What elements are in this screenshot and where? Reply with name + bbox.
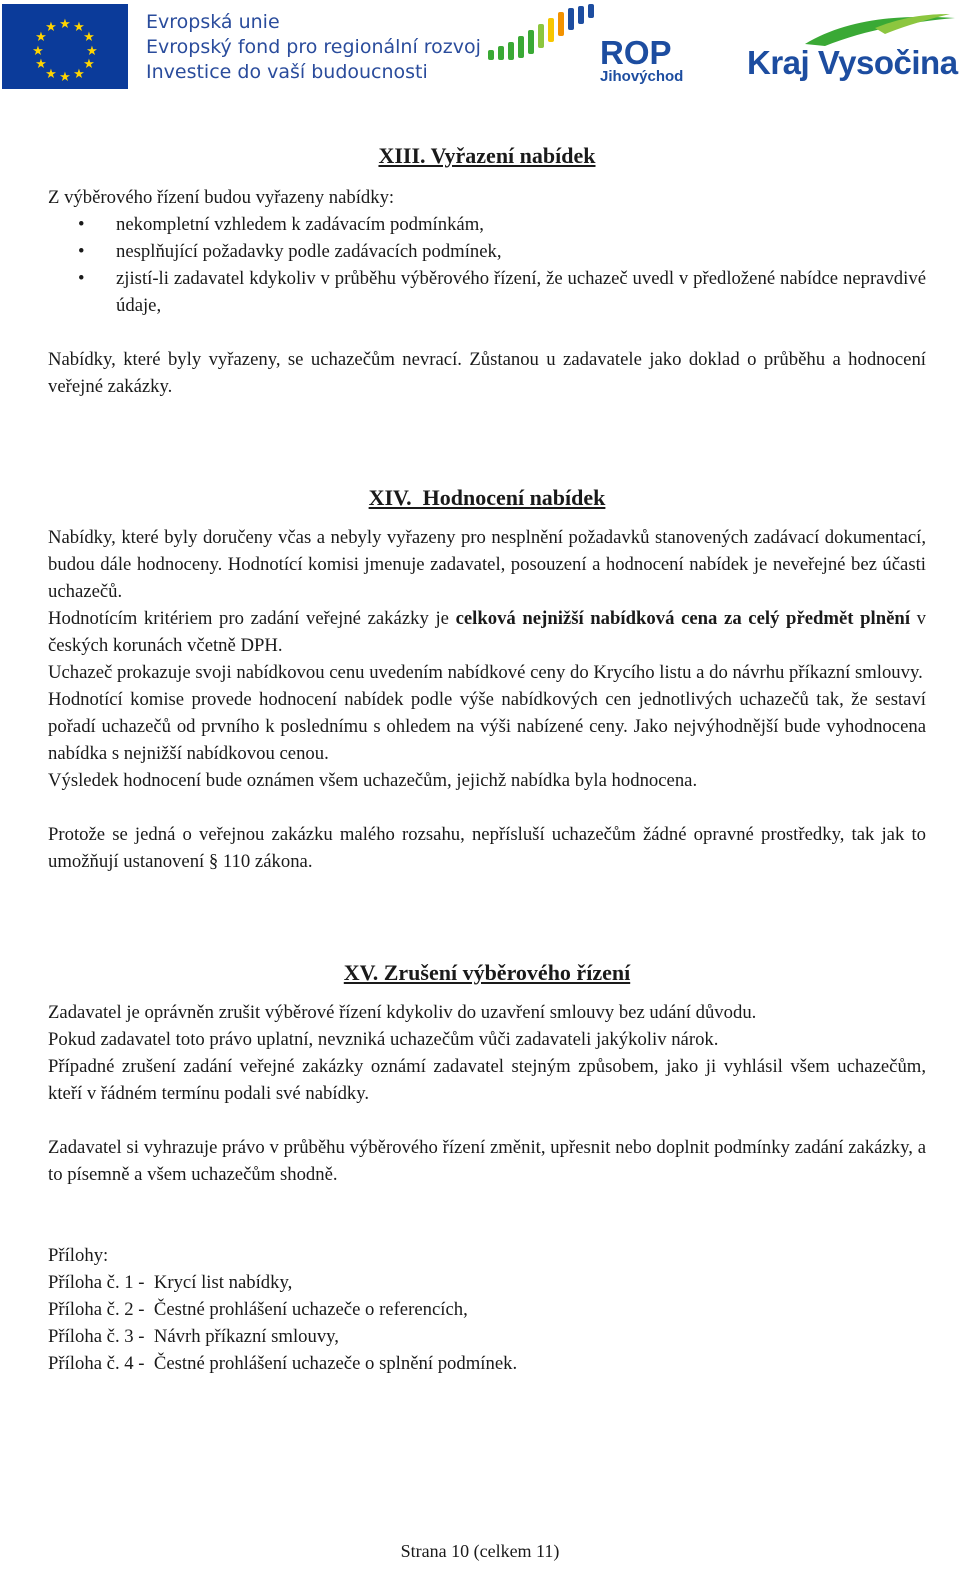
bullet-icon: • <box>78 241 85 262</box>
eu-text-logo <box>146 10 481 85</box>
rop-subtitle: Jihovýchod <box>600 68 684 85</box>
svg-text:★: ★ <box>83 57 95 72</box>
rop-logo <box>480 2 695 92</box>
list-item: • nesplňující požadavky podle zadávacích podmínek, <box>48 238 926 265</box>
svg-text:★: ★ <box>32 44 44 59</box>
section-14-paragraph-4: Hodnotící komise provede hodnocení nabídek podle výše nabídkových cen jednotlivých uchazečů tak, že sestaví pořadí uchazečů od prvního k poslednímu s ohledem na výši nabízené ceny. Jako nejvýhodnější bude vyhodnocena nabídka s nejnižší nabídkovou cenou. <box>48 689 926 764</box>
attachments-heading: Přílohy: <box>48 1245 109 1266</box>
svg-text:★: ★ <box>45 20 57 35</box>
section-15-paragraph-3: Případné zrušení zadání veřejné zakázky oznámí zadavatel stejným způsobem, jako ji vyhlásil všem uchazečům, kteří v řádném termínu podali své nabídky. <box>48 1056 926 1104</box>
section-13-paragraph: Nabídky, které byly vyřazeny, se uchazečům nevrací. Zůstanou u zadavatele jako doklad o průběhu a hodnocení veřejné zakázky. <box>48 349 926 397</box>
attachment-item: Příloha č. 3 - Návrh příkazní smlouvy, <box>48 1326 339 1347</box>
svg-text:★: ★ <box>35 57 47 72</box>
eu-line-2: Evropský fond pro regionální rozvoj <box>146 36 481 58</box>
section-14-paragraph-5: Výsledek hodnocení bude oznámen všem uchazečům, jejichž nabídka byla hodnocena. <box>48 770 698 791</box>
eu-line-1: Evropská unie <box>146 11 280 33</box>
exclusion-list <box>48 211 926 319</box>
section-14-paragraph-1: Nabídky, které byly doručeny včas a nebyly vyřazeny pro nesplnění požadavků stanovených zadávací dokumentací, budou dále hodnoceny. Hodnotící komisi jmenuje zadavatel, posouzení a hodnocení nabídek je neveřejné bez účasti uchazečů. <box>48 527 926 602</box>
eu-flag-logo <box>2 4 128 89</box>
list-item: • zjistí-li zadavatel kdykoliv v průběhu výběrového řízení, že uchazeč uvedl v předložené nabídce nepravdivé údaje, <box>48 265 926 319</box>
page-footer: Strana 10 (celkem 11) <box>400 1541 560 1561</box>
bullet-icon: • <box>78 268 85 289</box>
document-body <box>48 140 926 1377</box>
svg-text:★: ★ <box>86 44 98 59</box>
rop-title: ROP <box>600 34 672 71</box>
eu-line-3: Investice do vaší budoucnosti <box>146 61 428 83</box>
attachment-item: Příloha č. 4 - Čestné prohlášení uchazeče o splnění podmínek. <box>48 1353 518 1374</box>
svg-text:★: ★ <box>73 20 85 35</box>
bullet-icon: • <box>78 214 85 235</box>
attachment-item: Příloha č. 2 - Čestné prohlášení uchazeče o referencích, <box>48 1299 468 1320</box>
section-14-paragraph-2: Hodnotícím kritériem pro zadání veřejné zakázky je celková nejnižší nabídková cena za celý předmět plnění v českých korunách včetně DPH. <box>48 608 926 656</box>
section-15-paragraph-2: Pokud zadavatel toto právo uplatní, nevzniká uchazečům vůči zadavateli jakýkoliv nárok. <box>48 1029 719 1050</box>
svg-text:★: ★ <box>45 67 57 82</box>
svg-text:★: ★ <box>59 17 71 32</box>
section-14-paragraph-6: Protože se jedná o veřejnou zakázku malého rozsahu, nepřísluší uchazečům žádné opravné prostředky, tak jak to umožňují ustanovení § 110 zákona. <box>48 824 926 872</box>
attachment-item: Příloha č. 1 - Krycí list nabídky, <box>48 1272 293 1293</box>
section-14-title: XIV. Hodnocení nabídek <box>368 485 606 510</box>
page-header <box>0 0 960 100</box>
list-item: • nekompletní vzhledem k zadávacím podmínkám, <box>48 211 926 238</box>
section-15-title: XV. Zrušení výběrového řízení <box>343 960 631 985</box>
criterion-bold: celková nejnižší nabídková cena za celý předmět plnění <box>455 608 911 629</box>
svg-text:★: ★ <box>35 30 47 45</box>
svg-text:★: ★ <box>59 70 71 85</box>
kraj-vysocina-logo <box>745 10 957 88</box>
svg-text:★: ★ <box>73 67 85 82</box>
section-13-intro: Z výběrového řízení budou vyřazeny nabídky: <box>48 187 395 208</box>
section-15-paragraph-1: Zadavatel je oprávněn zrušit výběrové řízení kdykoliv do uzavření smlouvy bez udání důvodu. <box>48 1002 757 1023</box>
svg-text:★: ★ <box>83 30 95 45</box>
kraj-text: Kraj Vysočina <box>747 44 958 81</box>
section-13-title: XIII. Vyřazení nabídek <box>378 143 596 168</box>
section-14-paragraph-3: Uchazeč prokazuje svoji nabídkovou cenu uvedením nabídkové ceny do Krycího listu a do návrhu příkazní smlouvy. <box>48 662 923 683</box>
section-15-paragraph-4: Zadavatel si vyhrazuje právo v průběhu výběrového řízení změnit, upřesnit nebo doplnit podmínky zadání zakázky, a to písemně a všem uchazečům shodně. <box>48 1137 926 1185</box>
